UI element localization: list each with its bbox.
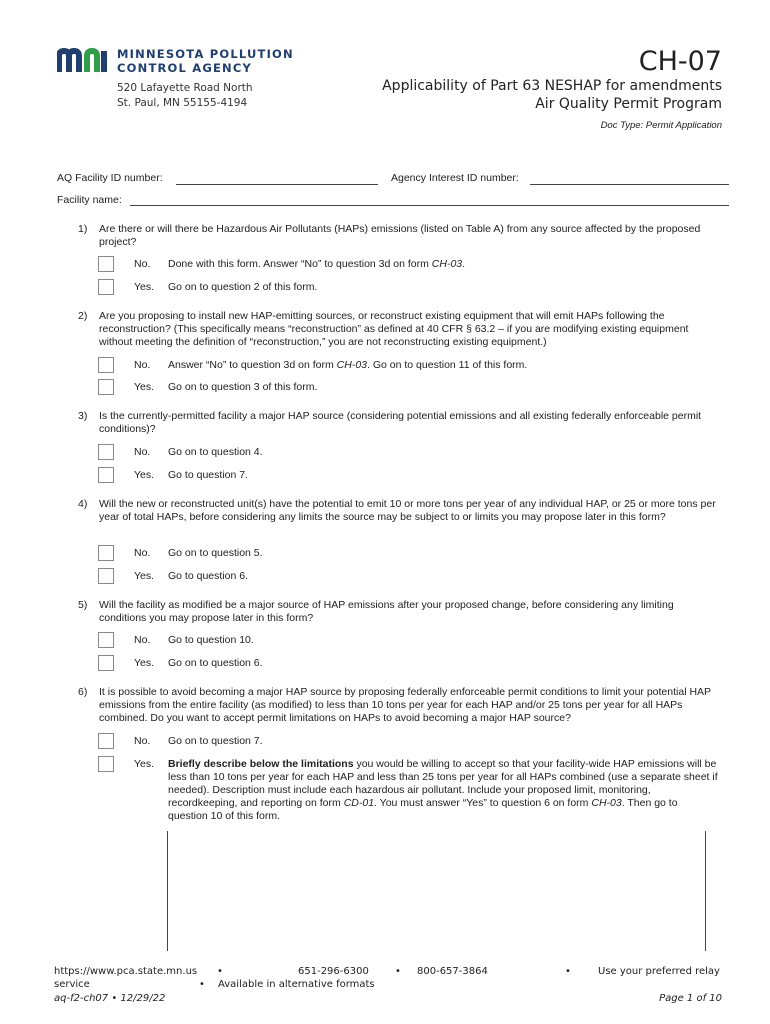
checkbox[interactable] — [98, 756, 114, 772]
option-label: Yes. — [134, 758, 155, 770]
footer-form-id: aq-f2-ch07 • 12/29/22 — [54, 993, 166, 1004]
checkbox[interactable] — [98, 655, 114, 671]
q6-yes-instructions: Briefly describe below the limitations you would be willing to accept so that your facility-wide HAP emissions will be less than 10 tons per year for each HAP and less than 25 tons per year for all HAPs combined (use a separate sheet if needed). Description must include each hazardous air pollutant. Include your proposed limit, monitoring, recordkeeping, and reporting on form CD-01. You must answer “Yes” to question 6 on form CH-03. Then go to question 10 of this form. — [168, 758, 718, 822]
option-label: Yes. — [134, 570, 155, 582]
agency-address-line2: St. Paul, MN 55155-4194 — [117, 97, 248, 109]
q2-option-yes[interactable] — [98, 379, 698, 395]
checkbox[interactable] — [98, 444, 114, 460]
option-label: Yes. — [134, 657, 155, 669]
q3-option-no[interactable] — [98, 444, 698, 460]
q1-option-yes[interactable] — [98, 279, 698, 295]
agency-interest-id-label: Agency Interest ID number: — [391, 172, 519, 184]
question-1 — [78, 223, 718, 249]
footer-alt-formats: Available in alternative formats — [218, 979, 375, 990]
q6-option-yes[interactable] — [98, 756, 158, 772]
agency-name-line2: CONTROL AGENCY — [117, 61, 253, 75]
question-text: Is the currently-permitted facility a major HAP source (considering potential emissions and all existing federally enforceable permit conditions)? — [99, 410, 702, 435]
checkbox[interactable] — [98, 545, 114, 561]
footer-url[interactable]: https://www.pca.state.mn.us — [54, 966, 198, 977]
agency-interest-id-field[interactable] — [530, 184, 729, 185]
q2-option-no[interactable] — [98, 357, 698, 373]
form-code: CH-07 — [638, 46, 722, 77]
option-label: No. — [134, 634, 151, 646]
option-description: Go on to question 7. — [168, 735, 263, 747]
program-title: Air Quality Permit Program — [535, 96, 722, 112]
option-description: Go on to question 3 of this form. — [168, 381, 318, 393]
question-text: Are you proposing to install new HAP-emitting sources, or reconstruct existing equipment that will emit HAPs following the reconstruction? (This specifically means “reconstruction” as defined at 40 CFR § 63.2 – if you are modifying existing equipment without meeting the definition of “reconstruction,” you are not reconstructing existing equipment.) — [99, 310, 689, 348]
option-description: Done with this form. Answer “No” to question 3d on form CH-03. — [168, 258, 466, 270]
question-number: 4) — [78, 498, 88, 510]
limitations-description-box[interactable] — [167, 831, 706, 951]
question-text: It is possible to avoid becoming a major HAP source by proposing federally enforceable permit conditions to limit your potential HAP emissions from the entire facility (as modified) to less than 10 tons per year for each HAP and/or 25 tons per year for all HAPs combined. Do you want to accept permit limitations on HAPs to avoid becoming a major HAP source? — [99, 686, 711, 724]
footer-phone-1: 651-296-6300 — [298, 966, 369, 977]
option-description: Go on to question 5. — [168, 547, 263, 559]
option-description: Go to question 7. — [168, 469, 248, 481]
checkbox[interactable] — [98, 632, 114, 648]
option-description: Go to question 6. — [168, 570, 248, 582]
page-number: Page 1 of 10 — [659, 993, 722, 1004]
question-3 — [78, 410, 718, 436]
question-2 — [78, 310, 718, 350]
facility-name-label: Facility name: — [57, 194, 122, 206]
q4-option-no[interactable] — [98, 545, 698, 561]
option-description: Go to question 10. — [168, 634, 254, 646]
checkbox[interactable] — [98, 379, 114, 395]
question-number: 2) — [78, 310, 88, 322]
question-text: Are there or will there be Hazardous Air Pollutants (HAPs) emissions (listed on Table A) from any source affected by the proposed project? — [99, 223, 701, 248]
question-text: Will the new or reconstructed unit(s) have the potential to emit 10 or more tons per year of any individual HAP, or 25 or more tons per year of total HAPs, before considering any limits the source may be subject to or limits you may propose later in this form? — [99, 498, 716, 523]
footer-bullet: • — [565, 966, 571, 977]
checkbox[interactable] — [98, 279, 114, 295]
option-label: Yes. — [134, 469, 155, 481]
question-4 — [78, 498, 718, 538]
agency-address-line1: 520 Lafayette Road North — [117, 82, 253, 94]
doc-type: Doc Type: Permit Application — [600, 120, 722, 131]
question-number: 5) — [78, 599, 88, 611]
option-label: Yes. — [134, 381, 155, 393]
option-label: No. — [134, 735, 151, 747]
question-text: Will the facility as modified be a major source of HAP emissions after your proposed change, before considering any limiting conditions you may propose later in this form? — [99, 599, 674, 624]
q5-option-yes[interactable] — [98, 655, 698, 671]
mpca-logo-icon — [57, 48, 109, 74]
facility-name-field[interactable] — [130, 205, 729, 206]
checkbox[interactable] — [98, 733, 114, 749]
q1-option-no[interactable] — [98, 256, 698, 272]
option-label: No. — [134, 446, 151, 458]
footer-phone-2: 800-657-3864 — [417, 966, 488, 977]
question-number: 1) — [78, 223, 88, 235]
option-label: Yes. — [134, 281, 155, 293]
footer-relay-text-cont: service — [54, 979, 90, 990]
question-number: 3) — [78, 410, 88, 422]
question-number: 6) — [78, 686, 88, 698]
checkbox[interactable] — [98, 357, 114, 373]
checkbox[interactable] — [98, 467, 114, 483]
footer-relay-text: Use your preferred relay — [598, 966, 720, 977]
q5-option-no[interactable] — [98, 632, 698, 648]
form-title: Applicability of Part 63 NESHAP for amendments — [382, 78, 722, 94]
q4-option-yes[interactable] — [98, 568, 698, 584]
footer-bullet: • — [199, 979, 205, 990]
option-label: No. — [134, 547, 151, 559]
option-description: Go on to question 6. — [168, 657, 263, 669]
footer-bullet: • — [395, 966, 401, 977]
option-label: No. — [134, 258, 151, 270]
q3-option-yes[interactable] — [98, 467, 698, 483]
q6-option-no[interactable] — [98, 733, 698, 749]
question-6 — [78, 686, 718, 726]
option-label: No. — [134, 359, 151, 371]
option-description: Go on to question 2 of this form. — [168, 281, 318, 293]
question-5 — [78, 599, 718, 625]
footer-bullet: • — [217, 966, 223, 977]
checkbox[interactable] — [98, 568, 114, 584]
checkbox[interactable] — [98, 256, 114, 272]
facility-id-label: AQ Facility ID number: — [57, 172, 163, 184]
facility-id-field[interactable] — [176, 184, 378, 185]
agency-name-line1: MINNESOTA POLLUTION — [117, 47, 294, 61]
option-description: Answer “No” to question 3d on form CH-03. Go on to question 11 of this form. — [168, 359, 528, 371]
option-description: Go on to question 4. — [168, 446, 263, 458]
